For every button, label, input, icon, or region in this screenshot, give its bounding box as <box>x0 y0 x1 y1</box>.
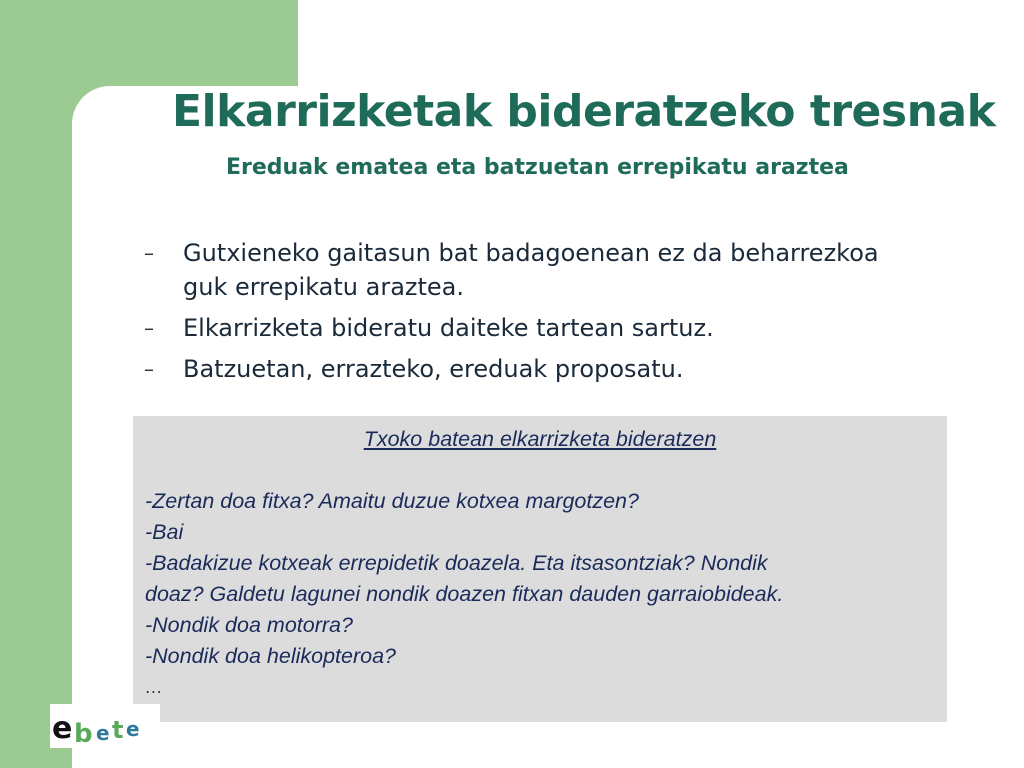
bullet-item <box>140 236 1000 304</box>
dialog-line: -Badakizue kotxeak errepidetik doazela. Eta itsasontziak? Nondik <box>145 551 768 575</box>
ebete-logo <box>50 704 160 748</box>
dialog-example-box <box>133 416 947 722</box>
svg-text:t: t <box>112 716 124 744</box>
dialog-line: doaz? Galdetu lagunei nondik doazen fitxan dauden garraiobideak. <box>145 582 784 606</box>
dialog-line: -Nondik doa helikopteroa? <box>145 644 396 668</box>
svg-text:e: e <box>96 721 110 745</box>
dialog-ellipsis: … <box>145 677 163 697</box>
bullet-text: Batzuetan, errazteko, ereduak proposatu. <box>183 355 684 383</box>
bullet-text: Gutxieneko gaitasun bat badagoenean ez da beharrezkoa <box>183 239 879 267</box>
dialog-line: -Bai <box>145 520 184 544</box>
bullet-item <box>140 352 1000 386</box>
dialog-title: Txoko batean elkarrizketa bideratzen <box>363 427 717 451</box>
bullet-text-continued: guk errepikatu araztea. <box>183 273 465 301</box>
svg-text:e: e <box>52 711 73 746</box>
bullet-dash: – <box>144 316 154 340</box>
slide-title: Elkarrizketak bideratzeko tresnak <box>172 86 996 137</box>
svg-text:b: b <box>74 719 93 748</box>
bullet-dash: – <box>144 241 154 265</box>
bullet-item <box>140 311 1000 345</box>
dialog-line: -Nondik doa motorra? <box>145 613 353 637</box>
bullet-dash: – <box>144 357 154 381</box>
svg-text:e: e <box>126 717 140 741</box>
slide-subtitle: Ereduak ematea eta batzuetan errepikatu araztea <box>226 155 849 180</box>
bullet-text: Elkarrizketa bideratu daiteke tartean sartuz. <box>183 314 714 342</box>
dialog-line: -Zertan doa fitxa? Amaitu duzue kotxea margotzen? <box>145 489 639 513</box>
bullet-list <box>140 236 1000 393</box>
